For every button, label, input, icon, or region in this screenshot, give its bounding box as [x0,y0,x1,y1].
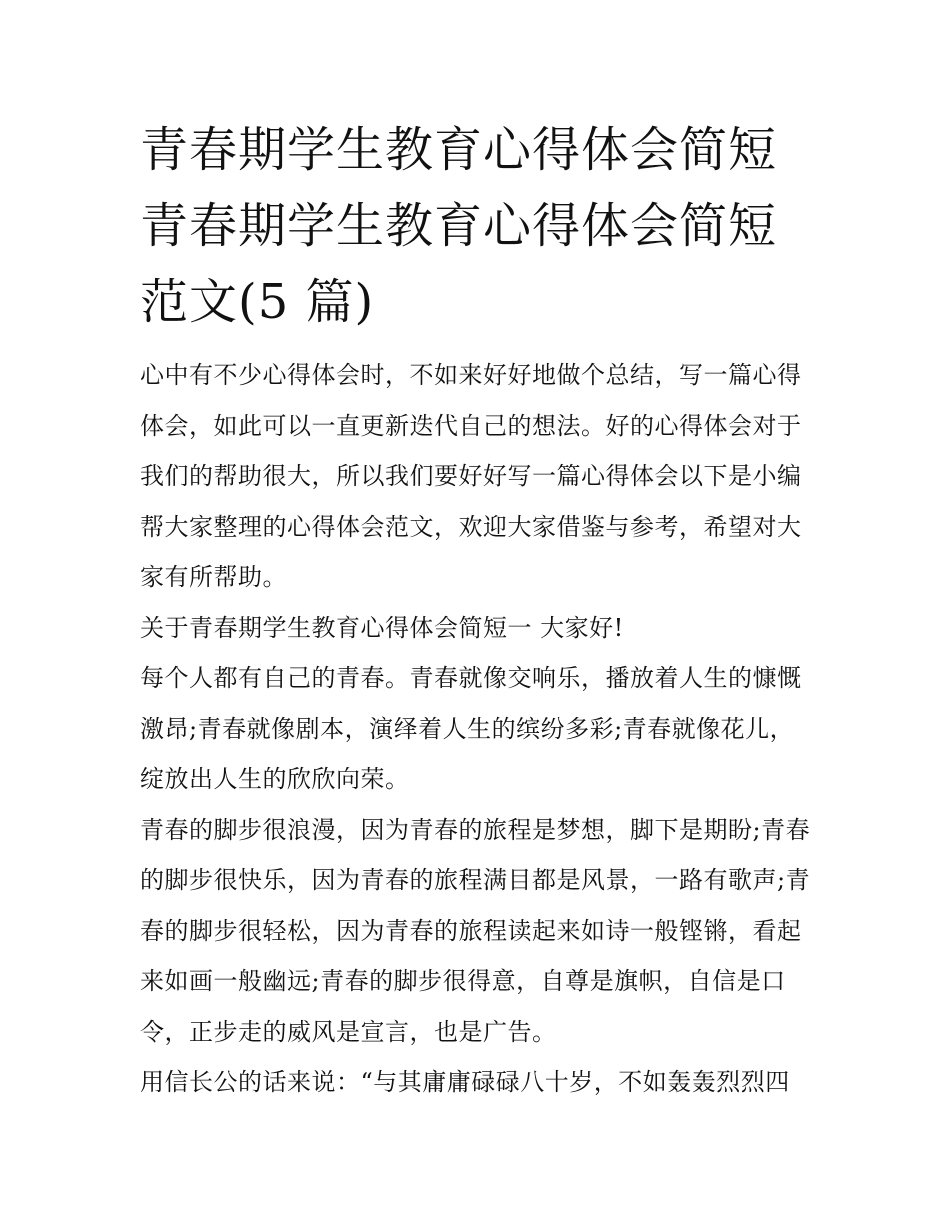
section-heading-paragraph: 关于青春期学生教育心得体会简短一 大家好! [140,613,624,642]
title-line-1: 青春期学生教育心得体会简短 [140,122,778,178]
title-line-2: 青春期学生教育心得体会简短 [140,198,778,254]
document-title [140,112,812,340]
body-paragraph-youth-symphony: 每个人都有自己的青春。青春就像交响乐，播放着人生的慷慨激昂;青春就像剧本，演绎着人生的缤纷多彩;青春就像花儿，绽放出人生的欣欣向荣。 [140,664,802,793]
body-paragraph-youth-steps: 青春的脚步很浪漫，因为青春的旅程是梦想，脚下是期盼;青春的脚步很快乐，因为青春的旅程满目都是风景，一路有歌声;青春的脚步很轻松，因为青春的旅程读起来如诗一般铿锵，看起来如画一般幽远;青春的脚步很得意，自尊是旗帜，自信是口令，正步走的威风是宣言，也是广告。 [140,815,811,1046]
body-paragraph-quote: 用信长公的话来说：“与其庸庸碌碌八十岁，不如轰轰烈烈四 [140,1068,790,1096]
intro-paragraph: 心中有不少心得体会时，不如来好好地做个总结，写一篇心得体会，如此可以一直更新迭代自己的想法。好的心得体会对于我们的帮助很大，所以我们要好好写一篇心得体会以下是小编帮大家整理的心得体会范文，欢迎大家借鉴与参考，希望对大家有所帮助。 [140,361,802,591]
document-page [140,112,812,1108]
title-line-3: 范文(5 篇) [140,274,375,330]
